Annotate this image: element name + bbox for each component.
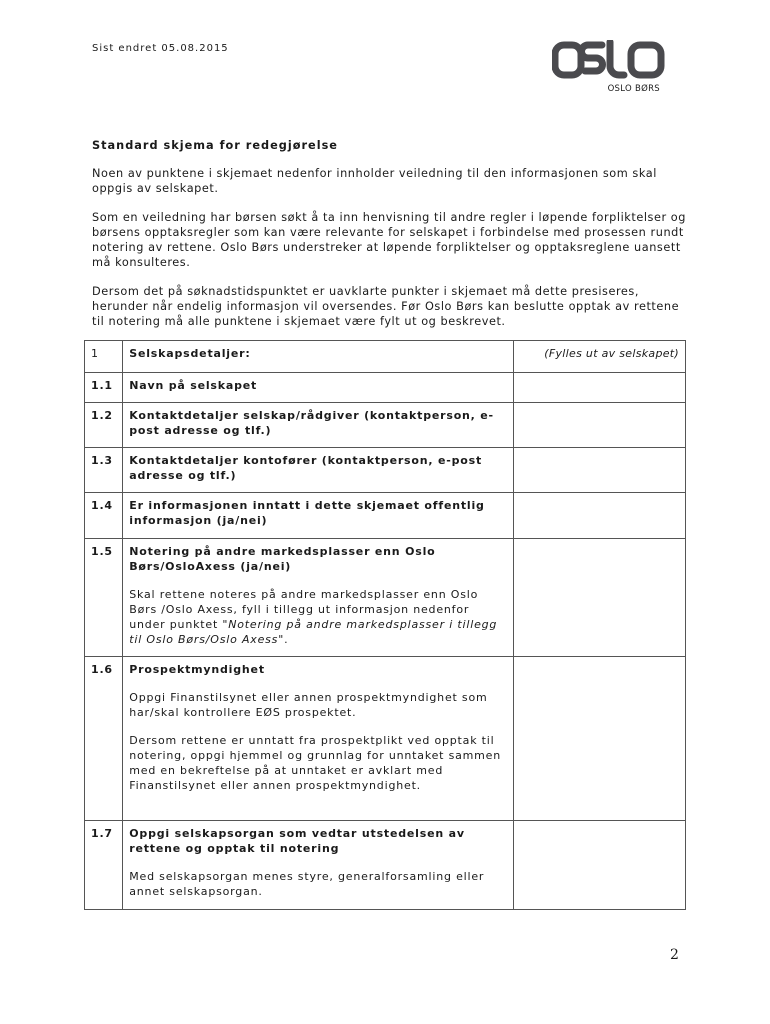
row-number: 1.2	[85, 403, 123, 448]
answer-cell[interactable]	[513, 821, 685, 910]
row-label: Kontaktdetaljer kontofører (kontaktperson, e-post adresse og tlf.)	[123, 448, 514, 493]
row-number: 1.4	[85, 493, 123, 539]
row-number: 1.1	[85, 373, 123, 403]
oslo-bors-logo	[552, 40, 682, 94]
table-row	[85, 373, 686, 403]
row-guidance: Dersom rettene er unntatt fra prospektplikt ved opptak til notering, oppgi hjemmel og grunnlag for unntaket sammen med en bekreftelse på at unntaket er avklart med Finanstilsynet eller annen prospektmyndighet.	[129, 734, 502, 792]
paragraph-text: Dersom det på søknadstidspunktet er uavklarte punkter i skjemaet må dette presiseres, herunder når endelig informasjon vil oversendes. Før Oslo Børs kan beslutte opptak av rettene til notering må alle punktene i skjemaet være fylt ut og beskrevet.	[92, 285, 680, 328]
section-number: 1	[85, 341, 123, 373]
row-guidance: Oppgi Finanstilsynet eller annen prospektmyndighet som har/skal kontrollere EØS prospektet.	[129, 691, 488, 719]
answer-cell[interactable]	[513, 403, 685, 448]
row-label: Prospektmyndighet	[129, 663, 265, 676]
answer-cell[interactable]	[513, 493, 685, 539]
answer-cell[interactable]	[513, 657, 685, 821]
row-label: Navn på selskapet	[123, 373, 514, 403]
row-label: Kontaktdetaljer selskap/rådgiver (kontaktperson, e-post adresse og tlf.)	[123, 403, 514, 448]
table-row	[85, 493, 686, 539]
answer-cell[interactable]	[513, 539, 685, 657]
row-number: 1.6	[85, 657, 123, 821]
company-details-table	[84, 340, 686, 910]
table-row	[85, 403, 686, 448]
paragraph-text: Noen av punktene i skjemaet nedenfor innholder veiledning til den informasjonen som skal oppgis av selskapet.	[92, 167, 657, 195]
table-row	[85, 821, 686, 910]
row-label: Er informasjonen inntatt i dette skjemaet offentlig informasjon (ja/nei)	[123, 493, 514, 539]
answer-cell[interactable]	[513, 448, 685, 493]
row-number: 1.7	[85, 821, 123, 910]
table-row	[85, 448, 686, 493]
row-content	[123, 821, 514, 910]
fill-note: (Fylles ut av selskapet)	[513, 341, 685, 373]
section-title: Selskapsdetaljer:	[123, 341, 514, 373]
revision-date: Sist endret 05.08.2015	[92, 43, 229, 54]
table-row	[85, 657, 686, 821]
guidance-italic: Notering på andre markedsplasser i tillegg til Oslo Børs/Oslo Axess	[129, 618, 498, 646]
table-row	[85, 539, 686, 657]
paragraph-text: Som en veiledning har børsen søkt å ta inn henvisning til andre regler i løpende forpliktelser og børsens opptaksregler som kan være relevante for selskapet i forbindelse med prosessen rundt notering av rettene. Oslo Børs understreker at løpende forpliktelser og opptaksreglene uansett må konsulteres.	[92, 211, 686, 269]
row-number: 1.3	[85, 448, 123, 493]
row-content	[123, 539, 514, 657]
table-header-row	[85, 341, 686, 373]
row-number: 1.5	[85, 539, 123, 657]
row-content	[123, 657, 514, 821]
intro-paragraph-2	[92, 210, 690, 270]
guidance-text: Skal rettene noteres på andre markedsplasser enn Oslo Børs /Oslo Axess, fyll i tillegg ut informasjon nedenfor under punktet "	[129, 588, 479, 631]
logo-subtitle: OSLO BØRS	[607, 84, 660, 94]
guidance-end: ".	[278, 633, 289, 646]
row-guidance: Med selskapsorgan menes styre, generalforsamling eller annet selskapsorgan.	[129, 870, 485, 898]
document-title: Standard skjema for redegjørelse	[92, 139, 338, 152]
intro-paragraph-1	[92, 166, 690, 196]
row-guidance	[129, 587, 507, 647]
row-label: Notering på andre markedsplasser enn Oslo Børs/OsloAxess (ja/nei)	[129, 545, 436, 573]
row-label: Oppgi selskapsorgan som vedtar utstedelsen av rettene og opptak til notering	[129, 827, 465, 855]
answer-cell[interactable]	[513, 373, 685, 403]
oslo-wordmark-icon	[552, 40, 682, 82]
intro-paragraph-3	[92, 284, 690, 329]
page-number: 2	[670, 947, 679, 963]
